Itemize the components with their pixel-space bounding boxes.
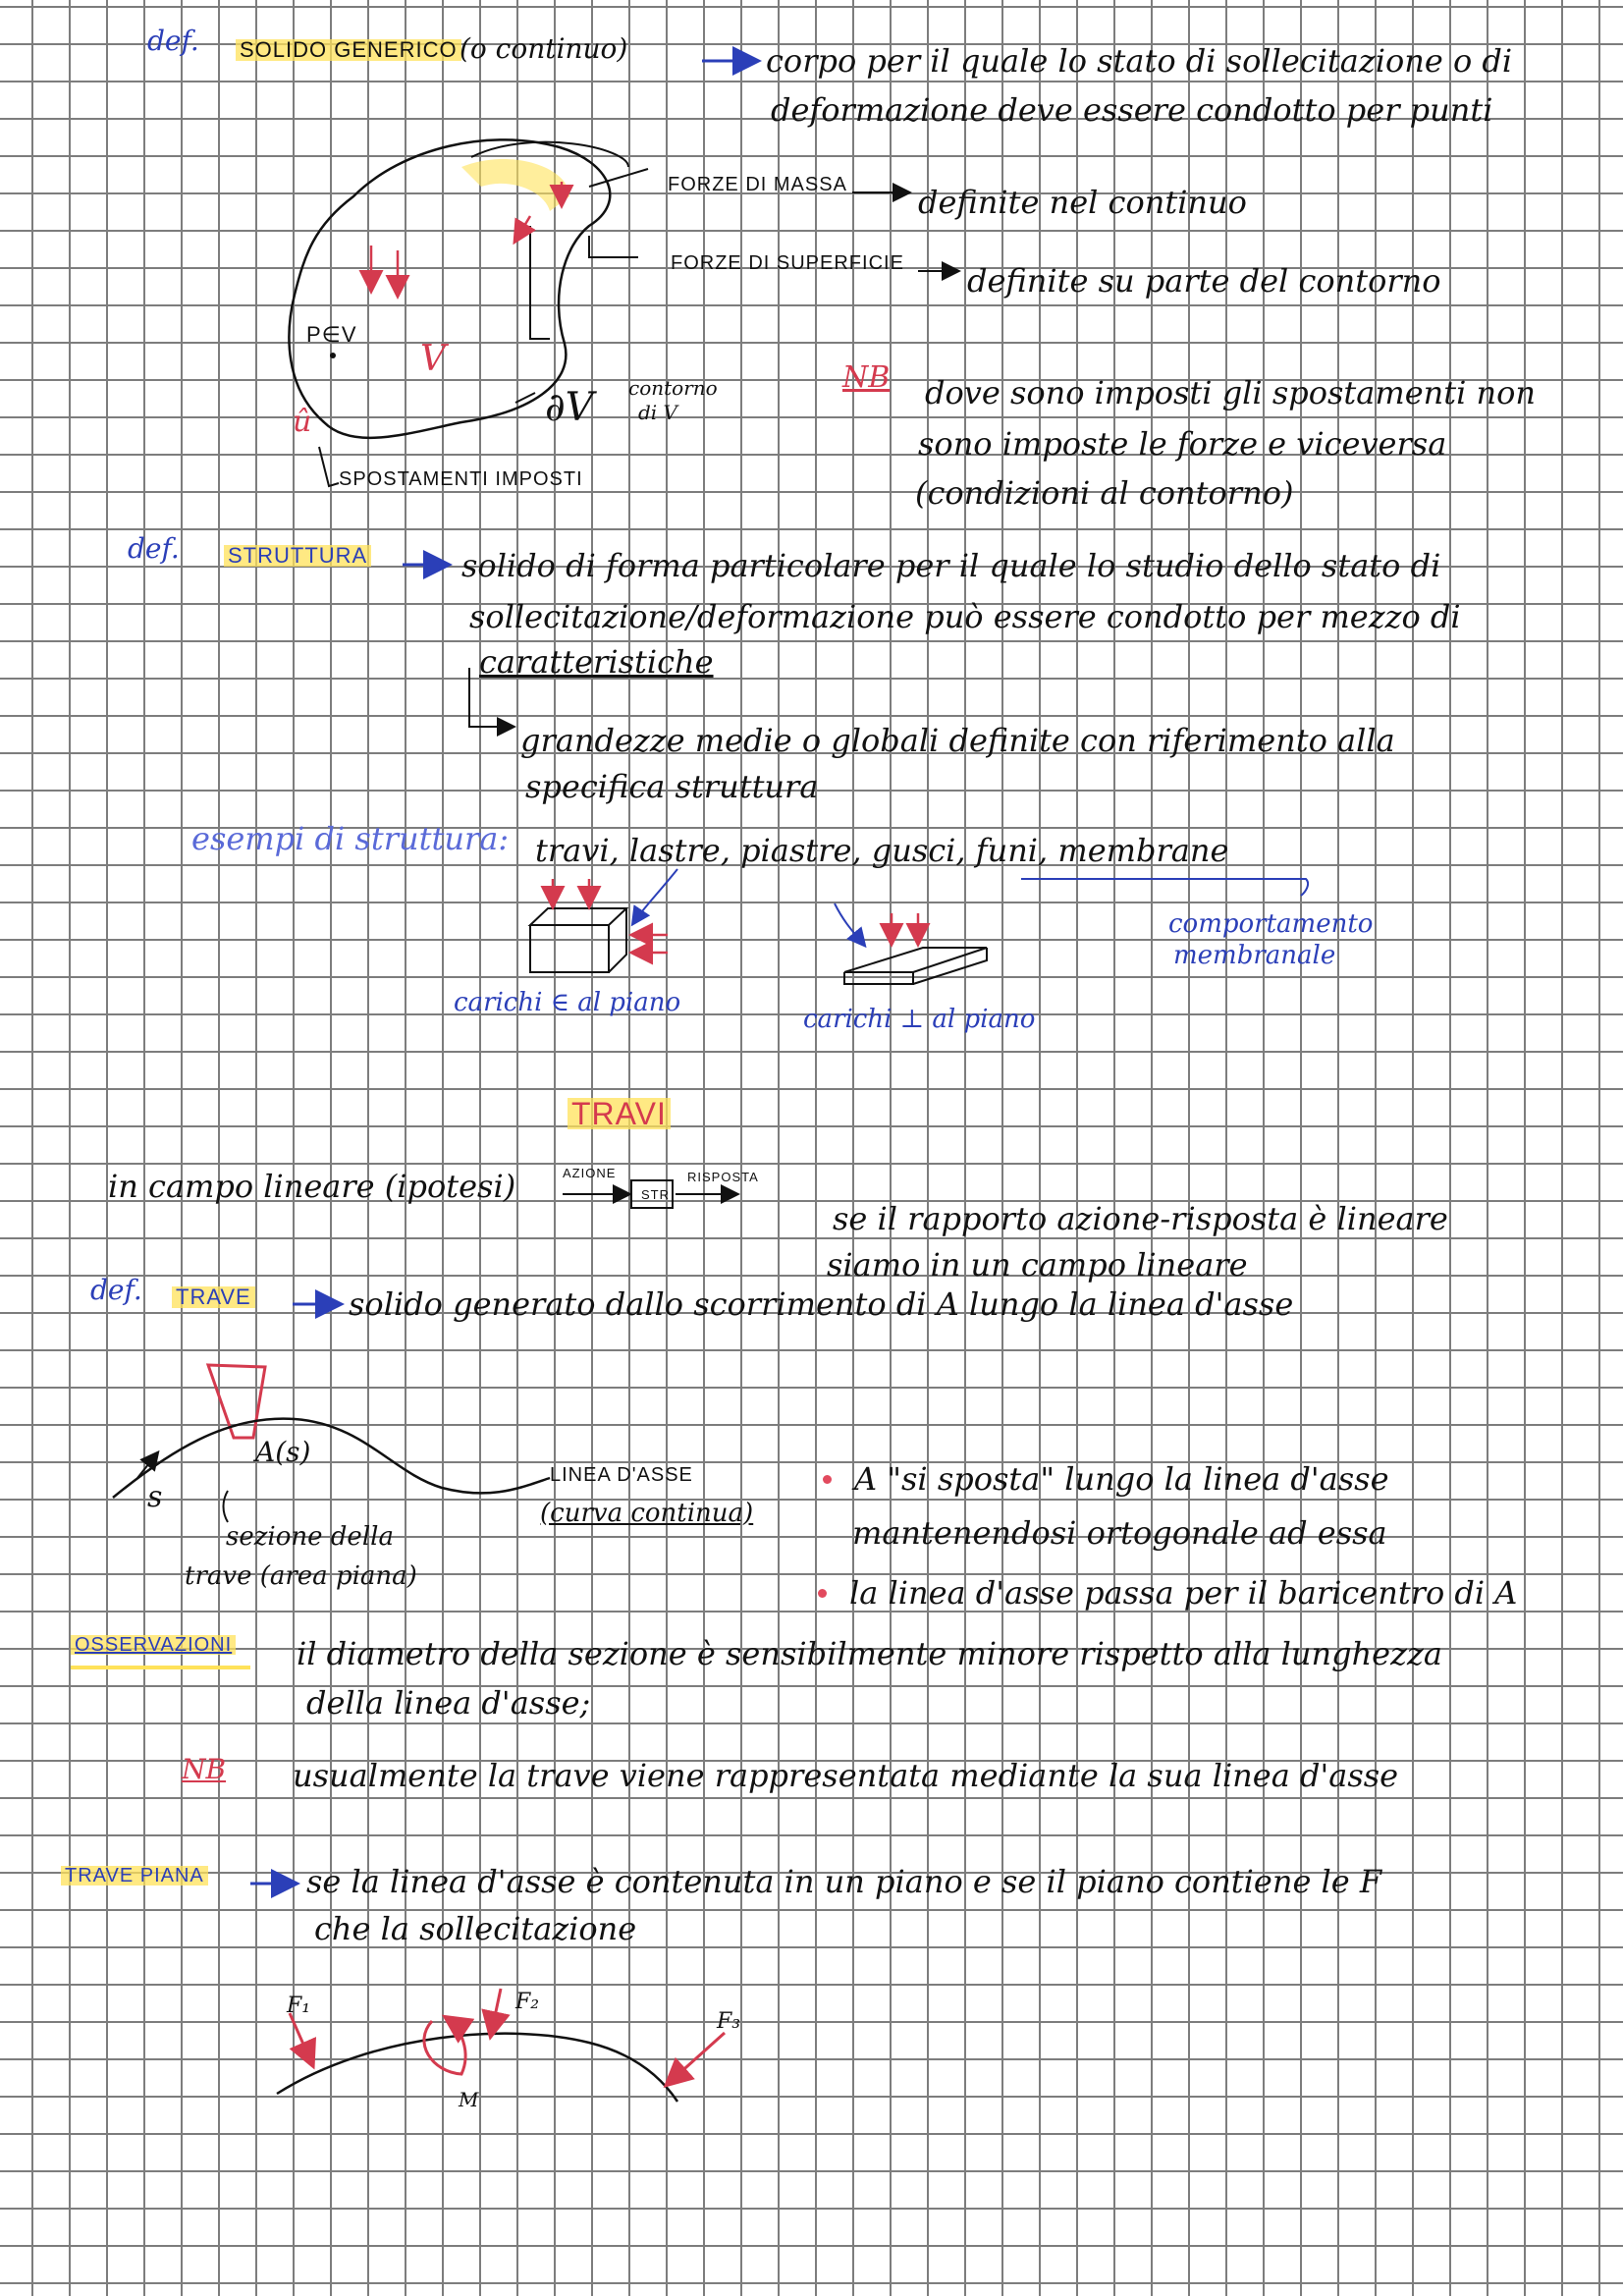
comportamento-l2: membranale [1173, 941, 1336, 970]
sezione-l2: trave (area piana) [185, 1561, 417, 1591]
spostamenti-pointer [319, 447, 339, 486]
nb2-text: usualmente la trave viene rappresentata mediante la sua linea d'asse [293, 1757, 1399, 1794]
struttura-sub-line2: specifica struttura [525, 768, 819, 805]
term-solido-generico: SOLIDO GENERICO [236, 39, 461, 61]
term-note-continuo: (o continuo) [460, 32, 628, 65]
risposta-label: RISPOSTA [687, 1170, 759, 1184]
def-label-struttura: def. [128, 532, 180, 565]
azione-label: AZIONE [563, 1166, 617, 1180]
surface-pointer [589, 236, 638, 257]
travi-note-l2: siamo in un campo lineare [827, 1246, 1248, 1284]
str-box [631, 1180, 673, 1208]
sezione-pointer [224, 1491, 229, 1522]
moment-arrow [424, 2018, 465, 2074]
sezione-l1: sezione della [226, 1522, 394, 1552]
trave-piana-curve [277, 2034, 677, 2102]
nb-label-2: NB [182, 1753, 227, 1785]
a-s-label: A(s) [255, 1436, 311, 1468]
bullet2-line: la linea d'asse passa per il baricentro di A [849, 1574, 1518, 1612]
struttura-line2: sollecitazione/deformazione può essere condotto per mezzo di [469, 598, 1461, 635]
point-p [330, 353, 336, 358]
linea-asse-label: LINEA D'ASSE [550, 1464, 693, 1486]
struttura-sub-line1: grandezze medie o globali definite con riferimento alla [520, 722, 1395, 759]
bullet1-line2: mantenendosi ortogonale ad essa [852, 1514, 1387, 1552]
f1-arrow [290, 2013, 312, 2064]
travi-note-l1: se il rapporto azione-risposta è lineare [833, 1200, 1448, 1237]
v-label: V [420, 339, 446, 379]
carichi-perp-label: carichi ⊥ al piano [803, 1005, 1036, 1034]
dv-note-l1: contorno [628, 376, 718, 400]
curva-continua-label: (curva continua) [540, 1499, 754, 1528]
m-label: M [459, 2088, 479, 2111]
surface-part [530, 226, 550, 339]
struttura-line3: caratteristiche [479, 643, 714, 681]
forze-massa-desc: definite nel continuo [918, 184, 1247, 221]
campo-lineare: in campo lineare (ipotesi) [108, 1168, 516, 1205]
def-solido-line1: corpo per il quale lo stato di sollecitazione o di [766, 42, 1513, 80]
u-label: û [293, 405, 312, 439]
nb1-line1: dove sono imposti gli spostamenti non [925, 374, 1536, 411]
esempi-label: esempi di struttura: [191, 820, 510, 857]
f2-arrow [491, 1989, 501, 2035]
str-label: STR [641, 1187, 670, 1202]
arrow-grandezze [469, 668, 513, 727]
osservazioni-line1: il diametro della sezione è sensibilmente minore rispetto alla lunghezza [297, 1635, 1442, 1672]
dv-label: ∂V [545, 385, 594, 430]
forze-massa-label: FORZE DI MASSA [668, 174, 847, 195]
bullet1-line1: A "si sposta" lungo la linea d'asse [854, 1460, 1389, 1498]
pev-label: P∈V [306, 322, 357, 347]
esempi-items: travi, lastre, piastre, gusci, funi, membrane [535, 832, 1229, 869]
force-arrow-4 [515, 216, 530, 241]
f3-arrow [668, 2033, 725, 2084]
membrane-bracket [1021, 879, 1308, 896]
def-solido-line2: deformazione deve essere condotto per punti [771, 91, 1493, 129]
s-label: s [147, 1480, 163, 1514]
osservazioni-label: OSSERVAZIONI [71, 1635, 236, 1655]
def-label-solido: def. [147, 25, 199, 57]
trave-piana-line1: se la linea d'asse è contenuta in un piano e se il piano contiene le F [306, 1863, 1382, 1900]
term-struttura: STRUTTURA [224, 545, 371, 567]
spostamenti-imposti-label: SPOSTAMENTI IMPOSTI [339, 468, 583, 490]
f1-label: F₁ [287, 1994, 311, 2018]
nb1-line3: (condizioni al contorno) [915, 474, 1294, 512]
nb1-line2: sono imposte le forze e viceversa [918, 425, 1447, 463]
nb-label-1: NB [842, 360, 891, 395]
osservazioni-line2: della linea d'asse; [306, 1684, 591, 1722]
plate-in-plane-sketch [530, 869, 677, 972]
travi-title: TRAVI [568, 1098, 671, 1129]
f3-label: F₃ [717, 2009, 741, 2034]
section-trapezoid [208, 1365, 265, 1438]
axis-curve [113, 1419, 550, 1498]
f2-label: F₂ [515, 1990, 540, 2014]
trave-piana-line2: che la sollecitazione [314, 1910, 637, 1947]
highlight-band [461, 159, 569, 211]
mass-pointer [589, 169, 648, 187]
forze-superficie-desc: definite su parte del contorno [967, 262, 1441, 300]
term-trave: TRAVE [172, 1286, 255, 1308]
dv-note-l2: di V [638, 401, 677, 424]
forze-superficie-label: FORZE DI SUPERFICIE [671, 252, 904, 274]
trave-def-text: solido generato dallo scorrimento di A lungo la linea d'asse [349, 1285, 1294, 1323]
plate-perp-sketch [835, 903, 987, 984]
comportamento-l1: comportamento [1168, 909, 1374, 939]
def-label-trave: def. [90, 1274, 142, 1306]
carichi-plane-label: carichi ∈ al piano [454, 988, 681, 1017]
struttura-line1: solido di forma particolare per il quale lo studio dello stato di [461, 547, 1441, 584]
trave-piana-label: TRAVE PIANA [61, 1866, 208, 1886]
